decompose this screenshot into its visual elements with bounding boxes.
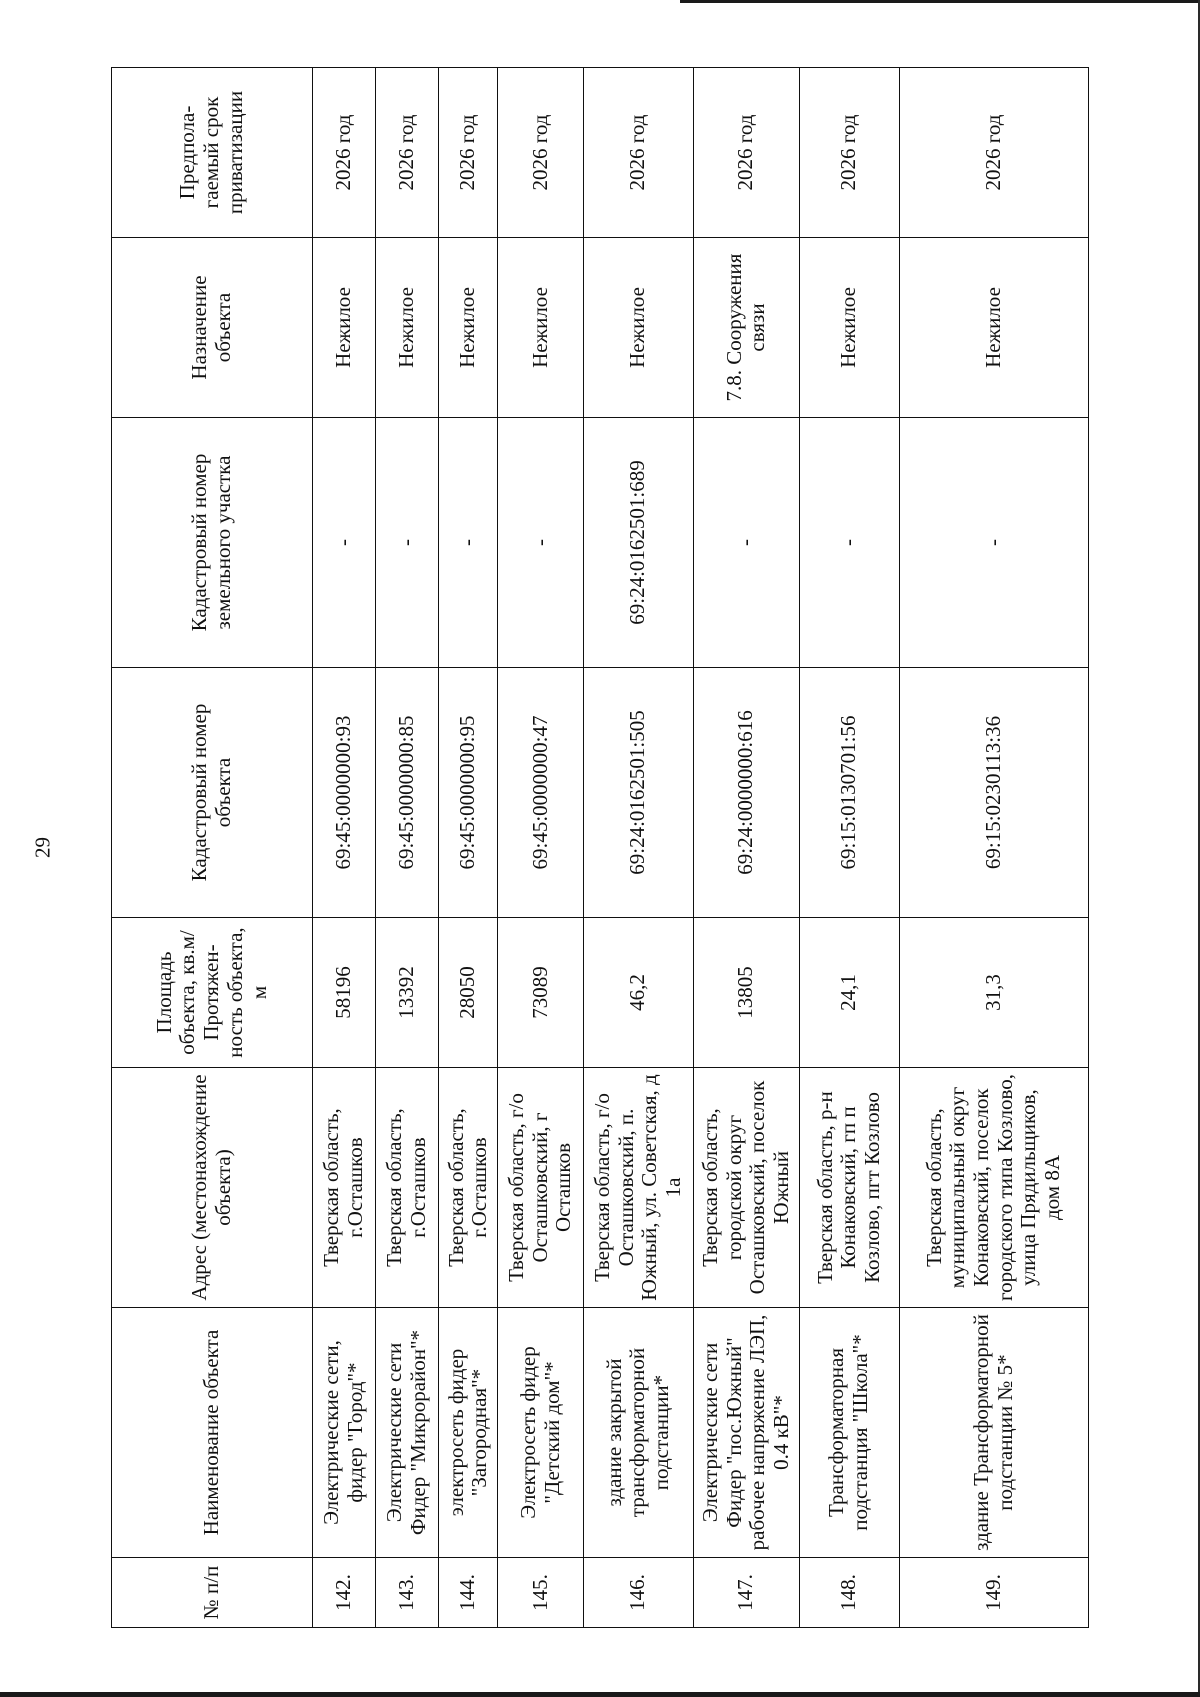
cell-address: Тверская область, р-н Конаковский, гп п Козлово, пгт Козлово	[799, 1068, 899, 1308]
cell-name: Электрические сети Фидер "пос.Южный" рабочее напряжение ЛЭП, 0.4 кВ"*	[693, 1308, 799, 1558]
cell-land-cadastral: -	[498, 418, 584, 668]
cell-num: 142.	[313, 1558, 376, 1628]
cell-name: Электрические сети, фидер "Город"*	[313, 1308, 376, 1558]
cell-cadastral: 69:45:0000000:95	[439, 668, 498, 918]
cell-term: 2026 год	[899, 68, 1088, 238]
cell-term: 2026 год	[583, 68, 693, 238]
cell-name: электросеть фидер "Загородная"*	[439, 1308, 498, 1558]
cell-address: Тверская область, муниципальный округ Конаковский, поселок городского типа Козлово, улица Прядильщиков, дом 8А	[899, 1068, 1088, 1308]
rotated-table-wrapper	[111, 68, 1089, 1628]
cell-address: Тверская область, г.Осташков	[376, 1068, 439, 1308]
cell-name: Электросеть фидер "Детский дом"*	[498, 1308, 584, 1558]
cell-purpose: Нежилое	[583, 238, 693, 418]
table-row	[583, 68, 693, 1628]
cell-purpose: Нежилое	[899, 238, 1088, 418]
cell-purpose: 7.8. Сооружения связи	[693, 238, 799, 418]
cell-num: 147.	[693, 1558, 799, 1628]
table-row	[498, 68, 584, 1628]
header-num: № п/п	[112, 1558, 313, 1628]
cell-cadastral: 69:24:0162501:505	[583, 668, 693, 918]
table-header	[112, 68, 313, 1628]
cell-purpose: Нежилое	[498, 238, 584, 418]
cell-purpose: Нежилое	[376, 238, 439, 418]
cell-address: Тверская область, г/о Осташковский, г Осташков	[498, 1068, 584, 1308]
cell-area: 13805	[693, 918, 799, 1068]
cell-land-cadastral: -	[899, 418, 1088, 668]
cell-land-cadastral: -	[439, 418, 498, 668]
cell-land-cadastral: 69:24:0162501:689	[583, 418, 693, 668]
cell-num: 143.	[376, 1558, 439, 1628]
scan-border-bottom	[0, 1692, 1200, 1697]
cell-name: Трансформаторная подстанция "Школа"*	[799, 1308, 899, 1558]
cell-address: Тверская область, г/о Осташковский, п. Южный, ул. Советская, д 1а	[583, 1068, 693, 1308]
cell-cadastral: 69:45:0000000:93	[313, 668, 376, 918]
cell-land-cadastral: -	[376, 418, 439, 668]
header-land-cadastral: Кадастровый номер земельного участка	[112, 418, 313, 668]
cell-cadastral: 69:15:0130701:56	[799, 668, 899, 918]
header-purpose: Назначение объекта	[112, 238, 313, 418]
cell-term: 2026 год	[799, 68, 899, 238]
header-name: Наименование объекта	[112, 1308, 313, 1558]
table-row	[376, 68, 439, 1628]
cell-cadastral: 69:45:0000000:85	[376, 668, 439, 918]
page-number: 29	[30, 837, 55, 858]
cell-num: 146.	[583, 1558, 693, 1628]
cell-purpose: Нежилое	[439, 238, 498, 418]
cell-term: 2026 год	[313, 68, 376, 238]
table-row	[799, 68, 899, 1628]
cell-area: 31,3	[899, 918, 1088, 1068]
table-row	[693, 68, 799, 1628]
cell-name: Электрические сети Фидер "Микрорайон"*	[376, 1308, 439, 1558]
cell-num: 144.	[439, 1558, 498, 1628]
cell-cadastral: 69:15:0230113:36	[899, 668, 1088, 918]
table-row	[439, 68, 498, 1628]
cell-address: Тверская область, городской округ Осташковский, поселок Южный	[693, 1068, 799, 1308]
scan-border-top	[680, 0, 1200, 3]
header-address: Адрес (местонахождение объекта)	[112, 1068, 313, 1308]
cell-num: 148.	[799, 1558, 899, 1628]
cell-term: 2026 год	[376, 68, 439, 238]
cell-address: Тверская область, г.Осташков	[313, 1068, 376, 1308]
cell-land-cadastral: -	[313, 418, 376, 668]
table-row	[313, 68, 376, 1628]
cell-address: Тверская область, г.Осташков	[439, 1068, 498, 1308]
table-row	[899, 68, 1088, 1628]
cell-purpose: Нежилое	[799, 238, 899, 418]
cell-cadastral: 69:45:0000000:47	[498, 668, 584, 918]
header-area: Площадь объекта, кв.м/ Протяжен-ность объекта, м	[112, 918, 313, 1068]
cell-term: 2026 год	[693, 68, 799, 238]
cell-area: 73089	[498, 918, 584, 1068]
cell-name: здание Трансформаторной подстанции № 5*	[899, 1308, 1088, 1558]
cell-area: 13392	[376, 918, 439, 1068]
cell-land-cadastral: -	[693, 418, 799, 668]
cell-num: 145.	[498, 1558, 584, 1628]
header-term: Предпола-гаемый срок приватизации	[112, 68, 313, 238]
privatization-table	[111, 67, 1089, 1628]
cell-name: здание закрытой трансформаторной подстанции*	[583, 1308, 693, 1558]
cell-num: 149.	[899, 1558, 1088, 1628]
cell-area: 46,2	[583, 918, 693, 1068]
cell-area: 24,1	[799, 918, 899, 1068]
table-body	[313, 68, 1089, 1628]
cell-cadastral: 69:24:0000000:616	[693, 668, 799, 918]
cell-term: 2026 год	[439, 68, 498, 238]
cell-area: 28050	[439, 918, 498, 1068]
cell-purpose: Нежилое	[313, 238, 376, 418]
cell-land-cadastral: -	[799, 418, 899, 668]
cell-term: 2026 год	[498, 68, 584, 238]
header-cadastral: Кадастровый номер объекта	[112, 668, 313, 918]
cell-area: 58196	[313, 918, 376, 1068]
